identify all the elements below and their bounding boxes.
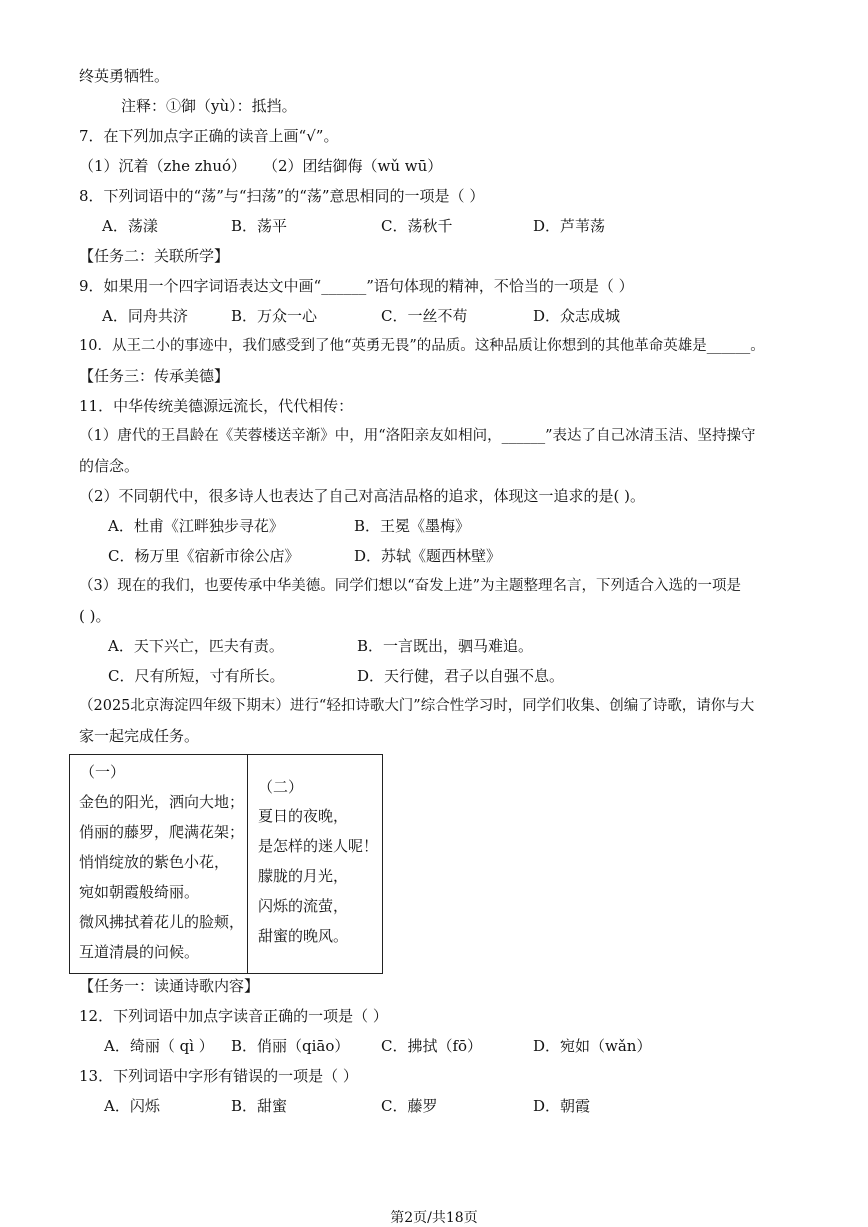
question-11: 11．中华传统美德源远流长，代代相传： — [79, 397, 354, 415]
footnote: 注释：①御（yù）：抵挡。 — [121, 97, 297, 115]
q12-option-a: A．绮丽（ qì ） — [104, 1037, 214, 1055]
q8-option-b: B．荡平 — [231, 217, 288, 235]
q12-option-d: D．宛如（wǎn） — [533, 1037, 652, 1055]
q11-2-option-d: D．苏轼《题西林壁》 — [354, 547, 502, 565]
q8-option-c: C．荡秋千 — [381, 217, 453, 235]
poem-table-divider — [247, 754, 248, 974]
q11-3-option-d: D．天行健，君子以自强不息。 — [357, 667, 565, 685]
poem-2-line: 是怎样的迷人呢！ — [258, 837, 379, 855]
q13-option-c: C．藤罗 — [381, 1097, 438, 1115]
section-intro: （2025北京海淀四年级下期末）进行“轻扣诗歌大门”综合性学习时，同学们收集、创编了诗歌，请你与大 — [79, 698, 755, 714]
poem-2-line: 甜蜜的晚风。 — [258, 927, 349, 945]
q12-option-c: C．拂拭（fō） — [381, 1037, 483, 1055]
text-line: 终英勇牺牲。 — [79, 67, 170, 85]
poem-1-line: 宛如朝霞般绮丽。 — [79, 883, 200, 901]
poem-2-title: （二） — [258, 778, 304, 796]
task-heading-1: 【任务一：读通诗歌内容】 — [79, 977, 260, 995]
poem-2-line: 朦胧的月光， — [258, 867, 349, 885]
q11-3-option-b: B．一言既出，驷马难追。 — [357, 637, 534, 655]
q8-option-a: A．荡漾 — [102, 217, 158, 235]
question-13: 13．下列词语中字形有错误的一项是（ ） — [79, 1067, 358, 1085]
q9-option-a: A．同舟共济 — [102, 307, 188, 325]
question-10: 10．从王二小的事迹中，我们感受到了他“英勇无畏”的品质。这种品质让你想到的其他革命英雄是______。 — [79, 338, 765, 354]
poem-1-line: 金色的阳光，洒向大地； — [79, 793, 245, 811]
q9-option-c: C．一丝不苟 — [381, 307, 468, 325]
q11-3-option-c: C．尺有所短，寸有所长。 — [108, 667, 285, 685]
poem-2-line: 闪烁的流萤， — [258, 897, 349, 915]
question-7: 7．在下列加点字正确的读音上画“√”。 — [79, 127, 339, 145]
question-12: 12．下列词语中加点字读音正确的一项是（ ） — [79, 1007, 388, 1025]
q7-item-1: （1）沉着（zhe zhuó） — [79, 157, 247, 175]
q11-3-option-a: A．天下兴亡，匹夫有责。 — [108, 637, 284, 655]
q13-option-a: A．闪烁 — [104, 1097, 160, 1115]
q11-part-2: （2）不同朝代中，很多诗人也表达了自己对高洁品格的追求，体现这一追求的是( )。 — [79, 487, 646, 505]
page-number: 第2页/共18页 — [390, 1210, 478, 1226]
question-9: 9．如果用一个四字词语表达文中画“______”语句体现的精神，不恰当的一项是（ ） — [79, 277, 634, 295]
q11-part-3-cont: ( )。 — [79, 607, 111, 625]
q13-option-d: D．朝霞 — [533, 1097, 591, 1115]
question-8: 8．下列词语中的“荡”与“扫荡”的“荡”意思相同的一项是（ ） — [79, 187, 485, 205]
q12-option-b: B．俏丽（qiāo） — [231, 1037, 350, 1055]
q11-part-1: （1）唐代的王昌龄在《芙蓉楼送辛渐》中，用“洛阳亲友如相问，______”表达了自己冰清玉洁、坚持操守 — [79, 428, 756, 444]
section-intro-cont: 家一起完成任务。 — [79, 727, 200, 745]
q11-part-1-cont: 的信念。 — [79, 457, 140, 475]
poem-2-line: 夏日的夜晚， — [258, 807, 349, 825]
q11-2-option-c: C．杨万里《宿新市徐公店》 — [108, 547, 300, 565]
poem-1-line: 悄悄绽放的紫色小花， — [79, 853, 230, 871]
task-heading-2: 【任务二：关联所学】 — [79, 247, 230, 265]
q11-part-3: （3）现在的我们，也要传承中华美德。同学们想以“奋发上进”为主题整理名言，下列适合入选的一项是 — [79, 578, 742, 594]
poem-1-title: （一） — [80, 763, 126, 781]
q13-option-b: B．甜蜜 — [231, 1097, 288, 1115]
poem-1-line: 俏丽的藤罗，爬满花架； — [79, 823, 245, 841]
task-heading-3: 【任务三：传承美德】 — [79, 367, 230, 385]
q11-2-option-a: A．杜甫《江畔独步寻花》 — [108, 517, 284, 535]
poem-1-line: 微风拂拭着花儿的脸颊， — [79, 913, 245, 931]
q9-option-b: B．万众一心 — [231, 307, 318, 325]
q7-item-2: （2）团结御侮（wǔ wū） — [263, 157, 443, 175]
poem-1-line: 互道清晨的问候。 — [79, 943, 200, 961]
q8-option-d: D．芦苇荡 — [533, 217, 606, 235]
q9-option-d: D．众志成城 — [533, 307, 621, 325]
q11-2-option-b: B．王冕《墨梅》 — [354, 517, 471, 535]
